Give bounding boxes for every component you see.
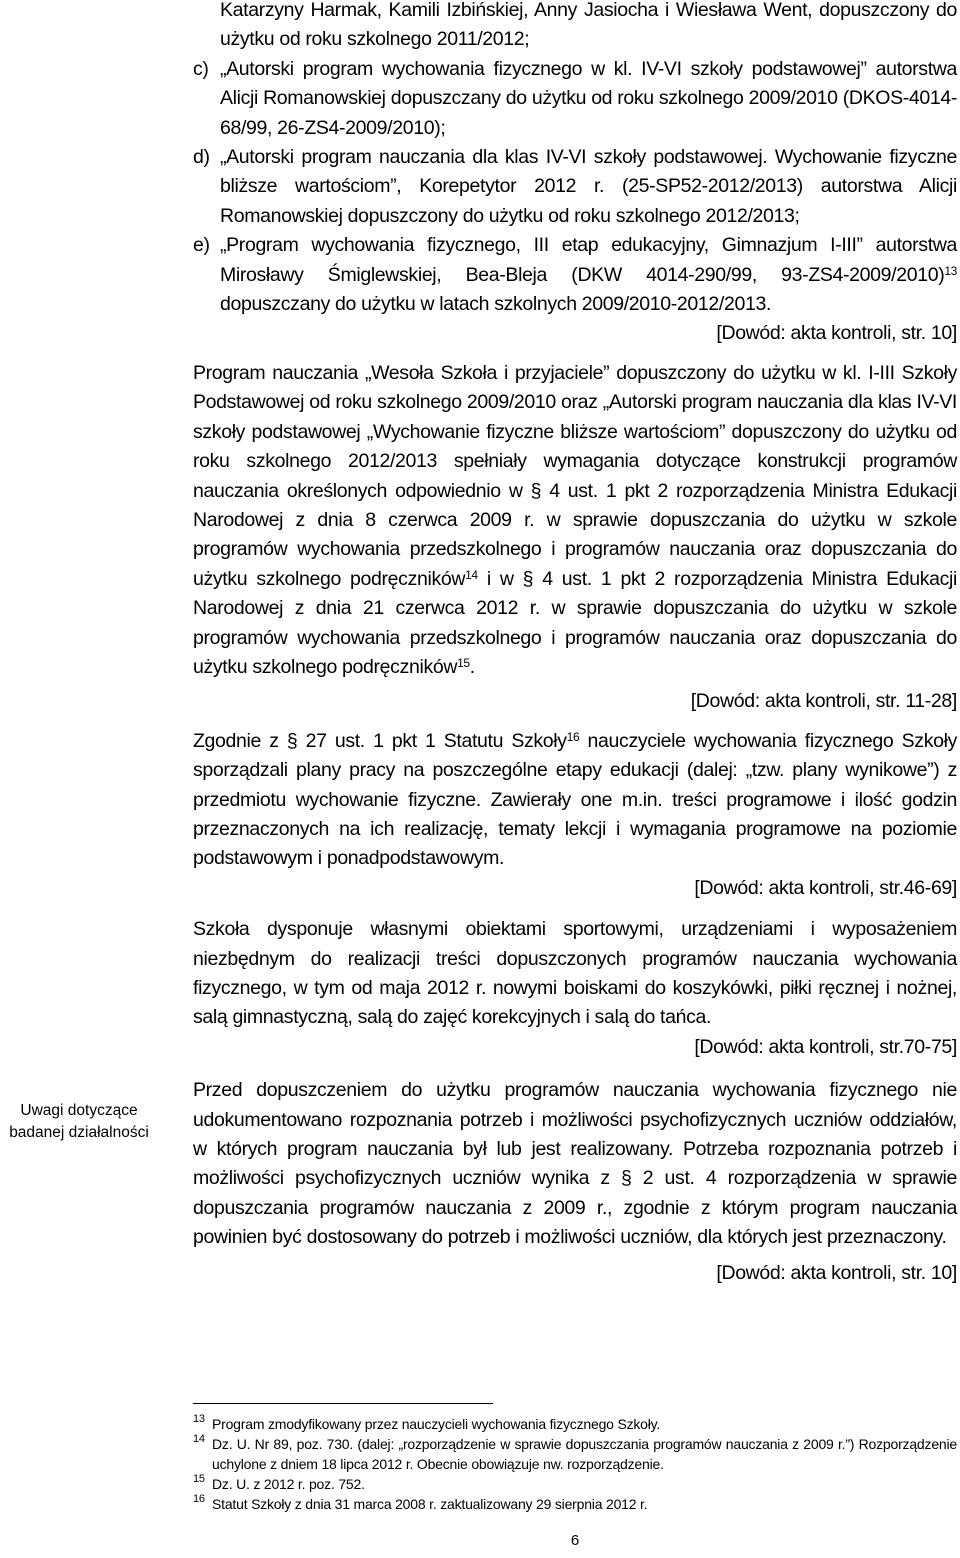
- paragraph-facilities: Szkoła dysponuje własnymi obiektami sportowymi, urządzeniami i wyposażeniem niezbędnym do realizacji treści dopuszczonych programów nauczania wychowania fizycznego, w tym od maja 2012 r. nowymi boiskami do koszykówki, piłki ręcznej i nożnej, salą gimnastyczną, salą do zajęć korekcyjnych i salą do tańca.: [193, 918, 957, 1029]
- paragraph-plans: [193, 727, 957, 874]
- footnote-ref: 16: [566, 729, 580, 744]
- list-item-e: [193, 231, 957, 319]
- list-item-d: [193, 143, 957, 231]
- list-item-text-after: dopuszczany do użytku w latach szkolnych 2009/2010-2012/2013.: [220, 293, 772, 316]
- list-item-text: „Autorski program nauczania dla klas IV-VI szkoły podstawowej. Wychowanie fizyczne bliższe wartościom”, Korepetytor 2012 r. (25-SP52-2012/2013) autorstwa Alicji Romanowskiej dopuszczony do użytku od roku szkolnego 2012/2013;: [220, 146, 957, 227]
- paragraph-programs: [193, 359, 957, 682]
- footnote-ref: 14: [465, 567, 478, 582]
- footnote-text: Program zmodyfikowany przez nauczycieli wychowania fizycznego Szkoły.: [212, 1416, 661, 1432]
- footnote-number: 16: [193, 1493, 205, 1505]
- footnote-text: Dz. U. z 2012 r. poz. 752.: [212, 1476, 365, 1492]
- footnote-ref: 15: [457, 655, 470, 670]
- footnote-number: 14: [193, 1433, 205, 1445]
- evidence-reference: [Dowód: akta kontroli, str.70-75]: [694, 1035, 957, 1058]
- footnote-separator: [193, 1403, 493, 1404]
- footnote-13: [193, 1414, 957, 1434]
- paragraph-text: nauczyciele wychowania fizycznego Szkoły sporządzali plany pracy na poszczególne etapy edukacji (dalej: „tzw. plany wynikowe”) z przedmiotu wychowanie fizyczne. Zawierały one m.in. treści programowe i ilość godzin przeznaczonych na ich realizację, tematy lekcji i wymagania programowe na poziomie podstawowym i ponadpodstawowym.: [193, 729, 957, 870]
- evidence-reference: [Dowód: akta kontroli, str. 10]: [716, 1261, 957, 1284]
- footnote-number: 15: [193, 1473, 205, 1485]
- list-marker: d): [193, 146, 210, 169]
- footnote-14: [193, 1434, 957, 1474]
- main-content: [193, 0, 957, 1288]
- footnote-text: Dz. U. Nr 89, poz. 730. (dalej: „rozporządzenie w sprawie dopuszczania programów nauczania z 2009 r.”) Rozporządzenie uchylone z dniem 18 lipca 2012 r. Obecnie obowiązuje nw. rozporządzenie.: [212, 1436, 957, 1472]
- footnote-16: [193, 1494, 957, 1514]
- footnotes: [193, 1414, 957, 1514]
- evidence-reference: [Dowód: akta kontroli, str. 11-28]: [690, 690, 957, 713]
- list-marker: c): [193, 57, 209, 80]
- paragraph-text: i w § 4 ust. 1 pkt 2 rozporządzenia Ministra Edukacji Narodowej z dnia 21 czerwca 2012 r. w sprawie dopuszczania do użytku w szkole programów wychowania przedszkolnego i programów nauczania oraz dopuszczania do użytku szkolnego podręczników: [193, 567, 957, 678]
- footnote-ref: 13: [944, 263, 957, 278]
- footnote-number: 13: [193, 1413, 205, 1425]
- paragraph-remarks: Przed dopuszczeniem do użytku programów nauczania wychowania fizycznego nie udokumentowano rozpoznania potrzeb i możliwości psychofizycznych uczniów oddziałów, w których program nauczania był lub jest realizowany. Potrzeba rozpoznania potrzeb i możliwości psychofizycznych uczniów wynika z § 2 ust. 4 rozporządzenia w sprawie dopuszczania programów nauczania z 2009 r., zgodnie z którym program nauczania powinien być dostosowany do potrzeb i możliwości uczniów, dla których jest przeznaczony.: [193, 1079, 957, 1249]
- side-label-line-2: badanej działalności: [9, 1124, 149, 1141]
- evidence-reference: [Dowód: akta kontroli, str.46-69]: [694, 876, 957, 899]
- intro-continuation: [193, 0, 957, 55]
- list-item-text: „Program wychowania fizycznego, III etap edukacyjny, Gimnazjum I-III” autorstwa Mirosławy Śmiglewskiej, Bea-Bleja (DKW 4014-290/99, 93-ZS4-2009/2010): [220, 234, 957, 286]
- evidence-reference: [Dowód: akta kontroli, str. 10]: [716, 322, 957, 345]
- page-number: 6: [570, 1532, 580, 1549]
- intro-continuation-text: Katarzyny Harmak, Kamili Izbińskiej, Anny Jasiocha i Wiesława Went, dopuszczony do użytku od roku szkolnego 2011/2012;: [220, 0, 957, 51]
- side-label-line-1: Uwagi dotyczące: [20, 1102, 138, 1119]
- paragraph-text: .: [469, 655, 475, 678]
- paragraph-text: Program nauczania „Wesoła Szkoła i przyjaciele” dopuszczony do użytku w kl. I-III Szkoły Podstawowej od roku szkolnego 2009/2010 oraz „Autorski program nauczania dla klas IV-VI szkoły podstawowej „Wychowanie fizyczne bliższe wartościom” dopuszczony do użytku od roku szkolnego 2012/2013 spełniały wymagania dotyczące konstrukcji programów nauczania określonych odpowiednio w § 4 ust. 1 pkt 2 rozporządzenia Ministra Edukacji Narodowej z dnia 8 czerwca 2009 r. w sprawie dopuszczania do użytku w szkole programów wychowania przedszkolnego i programów nauczania oraz dopuszczania do użytku szkolnego podręczników: [193, 361, 957, 590]
- side-label: [0, 1100, 158, 1144]
- footnote-15: [193, 1474, 957, 1494]
- list-marker: e): [193, 234, 210, 257]
- list-item-text: „Autorski program wychowania fizycznego w kl. IV-VI szkoły podstawowej” autorstwa Alicji Romanowskiej dopuszczany do użytku od roku szkolnego 2009/2010 (DKOS-4014-68/99, 26-ZS4-2009/2010);: [220, 57, 957, 139]
- footnote-text: Statut Szkoły z dnia 31 marca 2008 r. zaktualizowany 29 sierpnia 2012 r.: [212, 1496, 648, 1512]
- paragraph-text: Zgodnie z § 27 ust. 1 pkt 1 Statutu Szkoły: [193, 729, 567, 752]
- list-item-c: [193, 55, 957, 143]
